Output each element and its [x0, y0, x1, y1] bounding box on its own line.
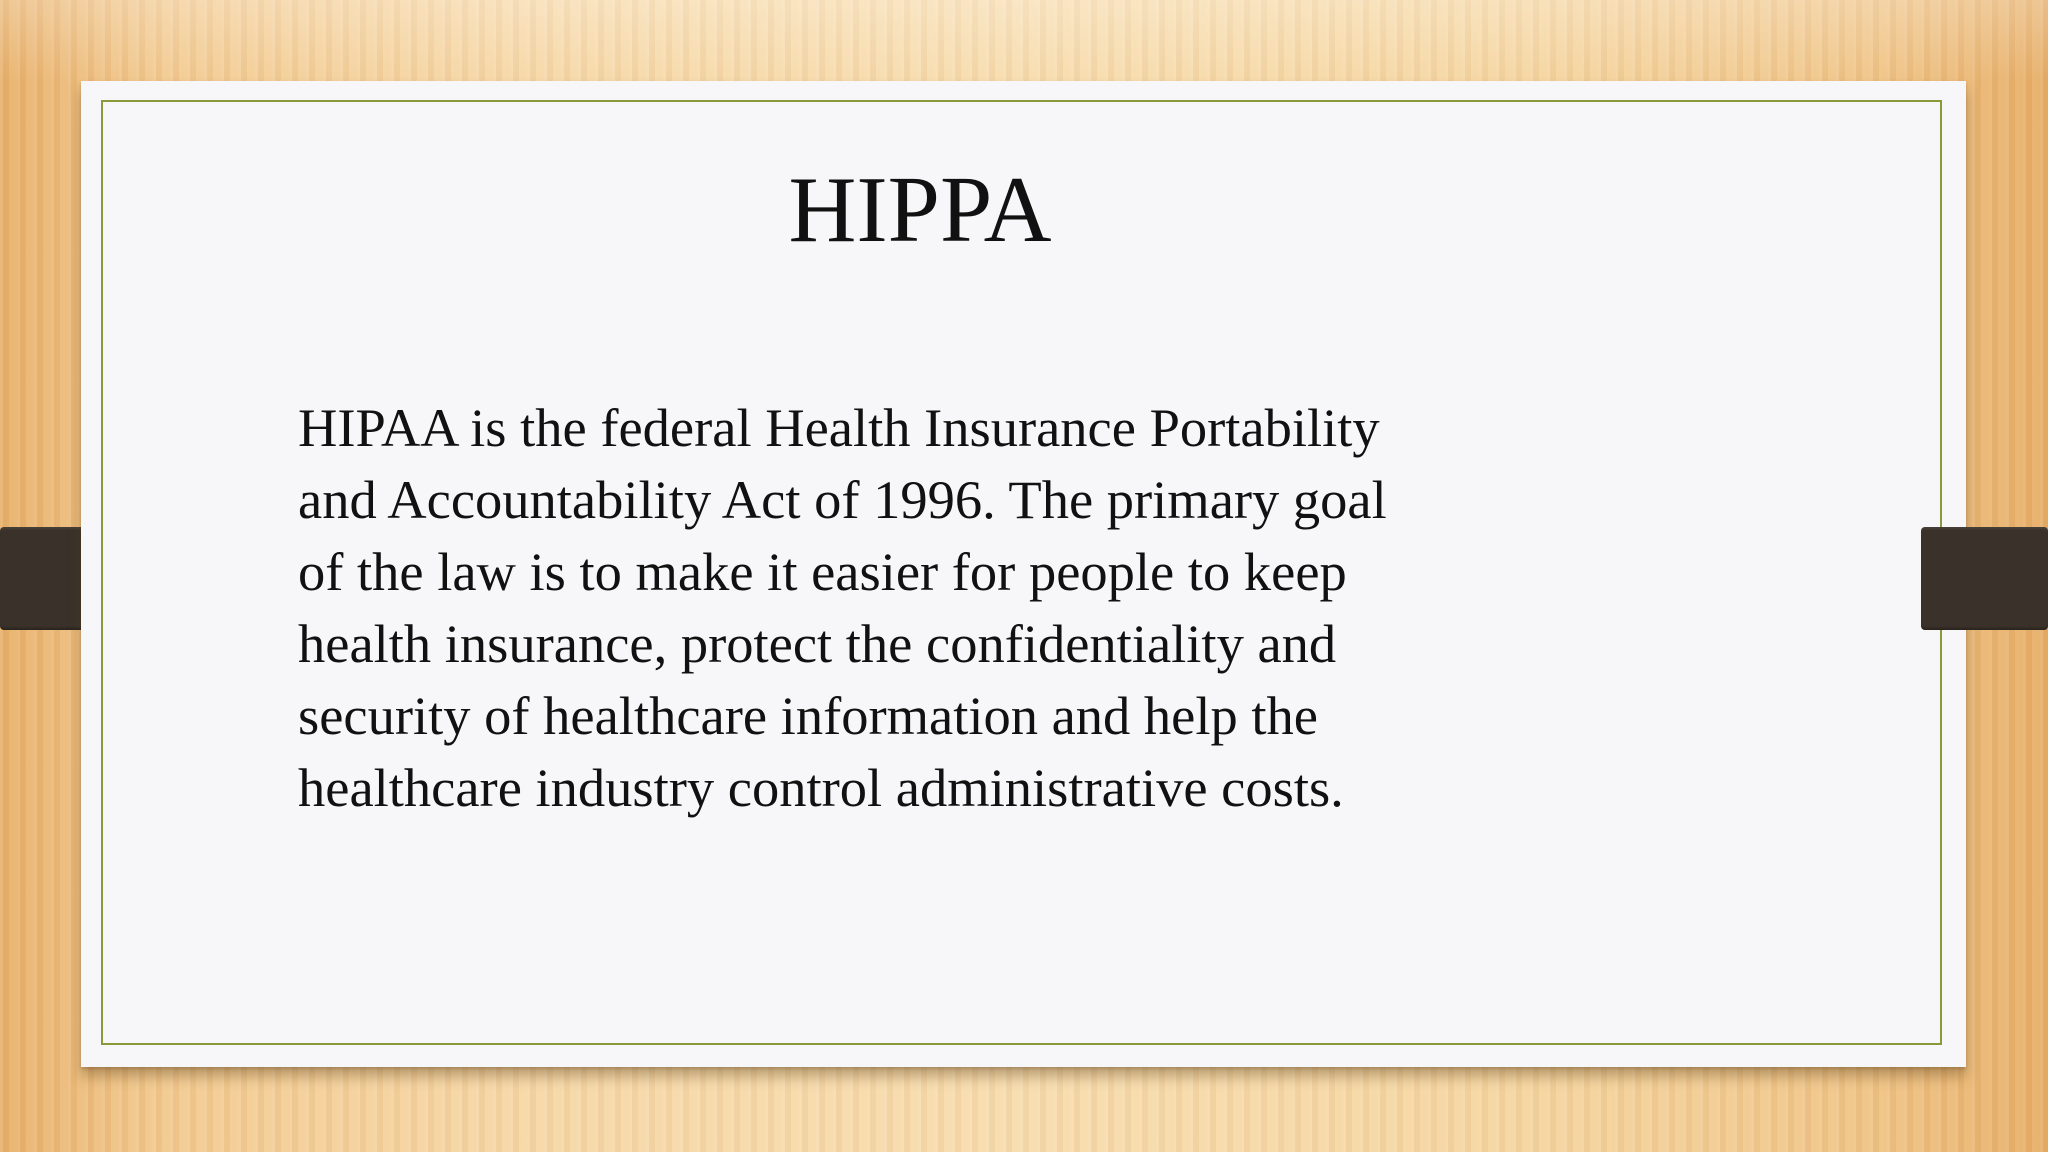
slide-title: HIPPA: [788, 158, 1052, 262]
body-line: HIPAA is the federal Health Insurance Portability: [298, 397, 1380, 458]
wood-background-highlight: [0, 0, 2048, 82]
right-strap: [1921, 527, 2048, 630]
slide-body-text: [298, 392, 1548, 824]
body-line: security of healthcare information and help the: [298, 685, 1318, 746]
body-line: of the law is to make it easier for people to keep: [298, 541, 1347, 602]
body-line: and Accountability Act of 1996. The primary goal: [298, 469, 1387, 530]
body-line: health insurance, protect the confidentiality and: [298, 613, 1337, 674]
body-line: healthcare industry control administrative costs.: [298, 757, 1344, 818]
